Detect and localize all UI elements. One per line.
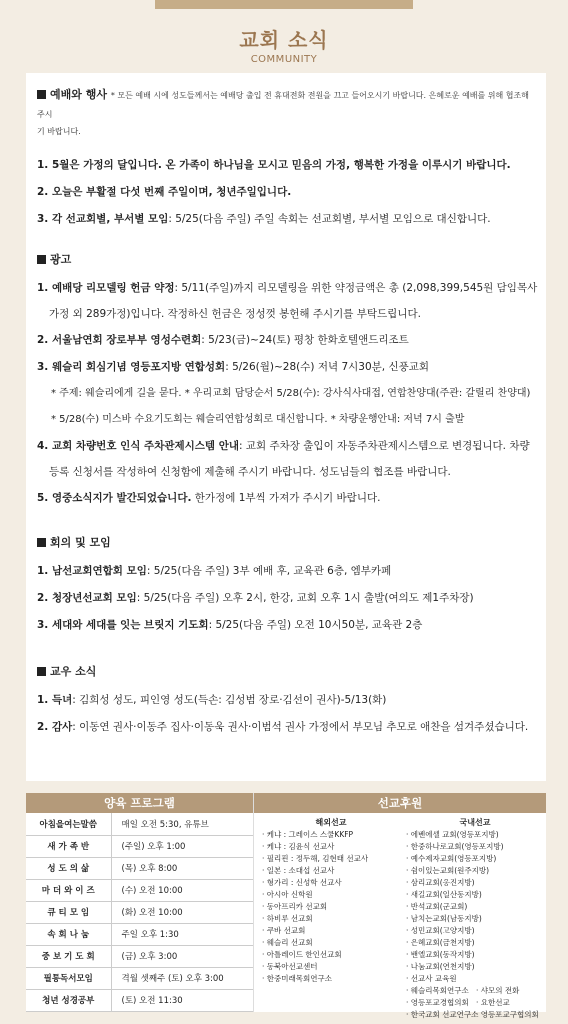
program-name: 성 도 의 삶	[26, 857, 111, 879]
list-item: 3. 웨슬리 회심기념 영등포지방 연합성회: 5/26(월)~28(수) 저녁 7시30분, 신풍교회	[37, 361, 430, 373]
list-item: · 나눔교회(연천지방)	[406, 962, 475, 971]
news-section	[37, 663, 539, 741]
meetings-section	[37, 534, 539, 639]
page-subtitle: COMMUNITY	[250, 54, 318, 65]
list-item: · 하비루 선교회	[262, 914, 313, 923]
list-item: · 밴엘교회(동작지방)	[406, 950, 475, 959]
list-item: · 남치는교회(남동지방)	[406, 914, 482, 923]
table-row	[26, 835, 253, 857]
domestic-column	[406, 817, 544, 1021]
list-item: 5. 영중소식지가 발간되었습니다. 한가정에 1부씩 가져가 주시기 바랍니다.	[37, 492, 381, 504]
program-heading: 양육 프로그램	[26, 793, 253, 813]
program-time: 격월 셋째주 (토) 오후 3:00	[111, 967, 253, 989]
table-row	[26, 813, 253, 835]
table-row	[26, 967, 253, 989]
table-row	[26, 945, 253, 967]
list-item: 4. 교회 차량번호 인식 주차관제시스템 안내: 교회 주차장 출입이 자동주차관제시스템으로 변경됩니다. 차량 등록 신청서를 작성하여 신청함에 제출해 주시기 바랍니다. 성도님들의 협조를 바랍니다.	[37, 440, 530, 478]
list-item: 2. 서울남연회 장로부부 영성수련회: 5/23(금)~24(토) 평창 한화호텔앤드리조트	[37, 334, 409, 346]
list-item: · 삼리교회(옹진지방)	[406, 878, 475, 887]
program-time: (목) 오후 8:00	[111, 857, 253, 879]
list-item-text: · 샤모의 전화	[476, 986, 520, 995]
list-item: · 필리핀 : 정두해, 김현태 선교사	[262, 854, 369, 863]
program-time: 주일 오후 1:30	[111, 923, 253, 945]
overseas-column	[262, 817, 400, 985]
list-item-text: · 영등포교구협의회	[476, 1010, 539, 1019]
program-name: 아침을여는말씀	[26, 813, 111, 835]
list-item: 2. 감사: 이동연 권사·이동주 집사·이동욱 권사·이범석 권사 가정에서 부모님 추모로 애찬을 섬겨주셨습니다.	[37, 721, 529, 733]
worship-note: * 모든 예배 시에 성도들께서는 예배당 출입 전 휴대전화 전원을 끄고 들어오시기 바랍니다. 은혜로운 예배를 위해 협조해 주시	[37, 91, 529, 119]
list-item: · 동북아선교센터	[262, 962, 318, 971]
list-item: · 은혜교회(금천지방)	[406, 938, 475, 947]
list-item: · 에벤에셀 교회(영등포지방)	[406, 830, 499, 839]
list-item: 1. 예배당 리모델링 헌금 약정: 5/11(주일)까지 리모델링을 위한 약정금액은 총 (2,098,399,545원 담임목사 가정 외 289가정)입니다. 작정하신 헌금은 정성껏 봉헌해 주시기를 부탁드립니다.	[37, 282, 538, 320]
section-heading: 교우 소식	[37, 663, 539, 681]
table-row	[26, 879, 253, 901]
list-item: 3. 세대와 세대를 잇는 브릿지 기도회: 5/25(다음 주일) 오전 10시50분, 교육관 2층	[37, 619, 423, 631]
square-bullet-icon	[37, 90, 46, 99]
section-heading: 광고	[37, 251, 539, 269]
list-item	[406, 997, 544, 1009]
domestic-title: 국내선교	[459, 818, 491, 827]
list-item: · 예수제자교회(영등포지방)	[406, 854, 497, 863]
list-subitem: * 5/28(수) 미스바 수요기도회는 웨슬리연합성회로 대신합니다. * 차량운행안내: 저녁 7시 출발	[51, 414, 465, 425]
list-item: · 형가리 : 신성학 선교사	[262, 878, 342, 887]
program-name: 새 가 족 반	[26, 835, 111, 857]
table-row	[26, 923, 253, 945]
square-bullet-icon	[37, 538, 46, 547]
program-time: (주일) 오후 1:00	[111, 835, 253, 857]
table-row	[26, 989, 253, 1011]
program-name: 중 보 기 도 회	[26, 945, 111, 967]
list-item	[406, 1009, 544, 1021]
program-name: 필통독서모임	[26, 967, 111, 989]
list-item: · 아시아 신학원	[262, 890, 313, 899]
table-row	[26, 857, 253, 879]
list-item: · 새길교회(일산동지방)	[406, 890, 482, 899]
table-row	[26, 901, 253, 923]
list-item: · 동아프리카 선교회	[262, 902, 328, 911]
list-item: · 한중미래목회연구소	[262, 974, 332, 983]
top-accent-bar	[155, 0, 413, 9]
worship-section	[37, 86, 539, 233]
list-item: 1. 득녀: 김희성 성도, 피인영 성도(득손: 김성범 장로·김선이 권사)-5/13(화)	[37, 694, 387, 706]
page-title: 교회 소식	[239, 28, 329, 52]
list-item-text: · 영등포교경협의회	[406, 998, 469, 1007]
program-name: 속 회 나 눔	[26, 923, 111, 945]
list-item: · 선교사 교육원	[406, 974, 457, 983]
list-item: · 케냐 : 그레이스 스쿨KKFP	[262, 830, 354, 839]
list-item: · 아틀레이드 한인선교회	[262, 950, 342, 959]
program-name: 마 더 와 이 즈	[26, 879, 111, 901]
list-item: 1. 남선교회연합회 모임: 5/25(다음 주일) 3부 예배 후, 교육관 6층, 엠부카페	[37, 565, 392, 577]
square-bullet-icon	[37, 255, 46, 264]
program-time: (수) 오전 10:00	[111, 879, 253, 901]
list-item	[406, 985, 544, 997]
news-panel	[26, 73, 546, 781]
list-item: · 일본 : 소대섭 선교사	[262, 866, 335, 875]
program-box	[26, 793, 253, 1012]
square-bullet-icon	[37, 667, 46, 676]
list-item-text: · 한국교회 선교연구소	[406, 1010, 479, 1019]
program-time: (금) 오후 3:00	[111, 945, 253, 967]
program-name: 큐 티 모 임	[26, 901, 111, 923]
list-item: 1. 5월은 가정의 달입니다. 온 가족이 하나님을 모시고 믿음의 가정, 행복한 가정을 이루시기 바랍니다.	[37, 159, 511, 171]
support-box	[253, 793, 546, 1019]
list-item: · 쉼이있는교회(원주지방)	[406, 866, 490, 875]
list-item: · 웨슬리 선교회	[262, 938, 313, 947]
overseas-title: 해외선교	[315, 818, 347, 827]
program-table	[26, 813, 253, 1012]
program-name: 청년 성경공부	[26, 989, 111, 1011]
list-item-text: · 웨슬리목회연구소	[406, 986, 469, 995]
section-heading: 회의 및 모임	[37, 534, 539, 552]
list-item-text: · 요한선교	[476, 998, 510, 1007]
list-item: · 한중하나로교회(영등포지방)	[406, 842, 504, 851]
list-item: · 케냐 : 김윤식 선교사	[262, 842, 335, 851]
worship-note-cont: 기 바랍니다.	[37, 127, 81, 136]
list-item: · 성민교회(고양지방)	[406, 926, 475, 935]
list-subitem: * 주제: 웨슬리에게 길을 묻다. * 우리교회 담당순서 5/28(수): 강사식사대접, 연합찬양대(주관: 갈릴리 찬양대)	[51, 388, 531, 399]
list-item: 3. 각 선교회별, 부서별 모임: 5/25(다음 주일) 주일 속회는 선교회별, 부서별 모임으로 대신합니다.	[37, 213, 491, 225]
section-heading: 예배와 행사 * 모든 예배 시에 성도들께서는 예배당 출입 전 휴대전화 전원을 끄고 들어오시기 바랍니다. 은혜로운 예배를 위해 협조해 주시	[37, 88, 529, 119]
list-item: · 반석교회(군교회)	[406, 902, 468, 911]
list-item: · 쿠바 선교회	[262, 926, 306, 935]
ads-section	[37, 251, 539, 512]
program-time: 매일 오전 5:30, 유튜브	[111, 813, 253, 835]
support-heading: 선교후원	[254, 793, 546, 813]
list-item: 2. 청장년선교회 모임: 5/25(다음 주일) 오후 2시, 한강, 교회 오후 1시 출발(여의도 제1주차장)	[37, 592, 474, 604]
list-item: 2. 오늘은 부활절 다섯 번째 주일이며, 청년주일입니다.	[37, 186, 292, 198]
program-time: (토) 오전 11:30	[111, 989, 253, 1011]
program-time: (화) 오전 10:00	[111, 901, 253, 923]
